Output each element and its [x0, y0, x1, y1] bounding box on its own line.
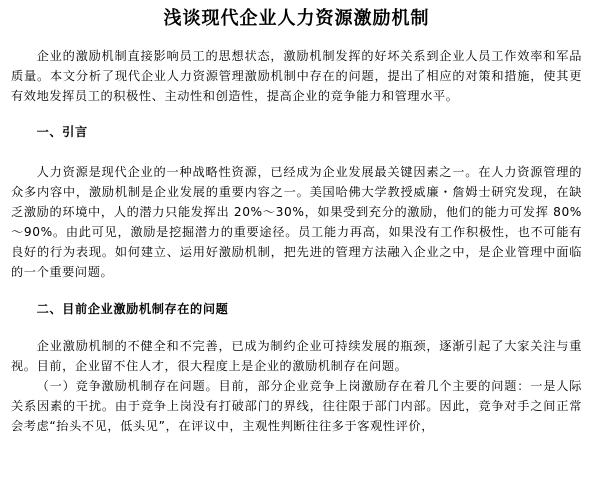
- abstract-paragraph: 企业的激励机制直接影响员工的思想状态，激励机制发挥的好坏关系到企业人员工作效率和军品质量。本文分析了现代企业人力资源管理激励机制中存在的问题，提出了相应的对策和措施，使其更有效地发挥员工的积极性、主动性和创造性，提高企业的竞争能力和管理水平。: [11, 49, 582, 103]
- section-heading-problems: 二、目前企业激励机制存在的问题: [36, 302, 229, 316]
- introduction-paragraph: 人力资源是现代企业的一种战略性资源，已经成为企业发展最关键因素之一。在人力资源管理的众多内容中，激励机制是企业发展的重要内容之一。美国哈佛大学教授威廉・詹姆士研究发现，在缺乏激励的环境中，人的潜力只能发挥出 20%～30%，如果受到充分的激励，他们的能力可发挥 80%～90%。由此可见，激励是挖掘潜力的重要途径。员工能力再高，如果没有工作积极性，也不可能有良好的行为表现。如何建立、运用好激励机制，把先进的管理方法融入企业之中，是企业管理中面临的一个重要问题。: [11, 165, 582, 279]
- document-title: 浅谈现代企业人力资源激励机制: [163, 8, 430, 29]
- section-heading-introduction: 一、引言: [36, 125, 88, 139]
- problems-paragraph-2: （一）竞争激励机制存在问题。目前，部分企业竞争上岗激励存在着几个主要的问题：一是人际关系因素的干扰。由于竞争上岗没有打破部门的界线，往往限于部门内部。因此，竞争对手之间正常会考虑“抬头不见，低头见”，在评议中，主观性判断往往多于客观性评价，: [11, 379, 582, 433]
- problems-paragraph-1: 企业激励机制的不健全和不完善，已成为制约企业可持续发展的瓶颈，逐渐引起了大家关注与重视。目前，企业留不住人才，很大程度上是企业的激励机制存在问题。: [11, 339, 582, 373]
